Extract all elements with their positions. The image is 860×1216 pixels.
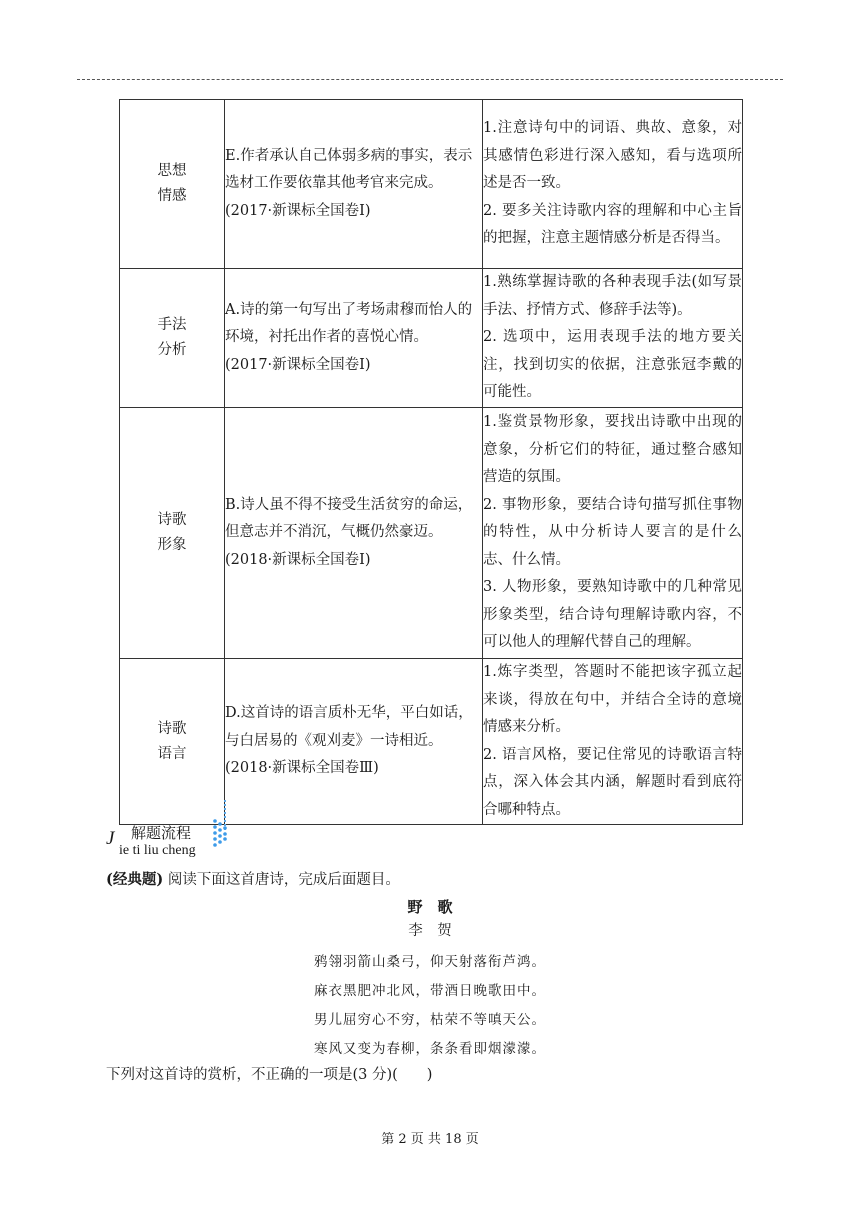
poem-title: 野 歌 — [407, 898, 453, 916]
tips-cell: 1.炼字类型，答题时不能把该字孤立起来谈，得放在句中，并结合全诗的意境情感来分析。 2. 语言风格，要记住常见的诗歌语言特点，深入体会其内涵，解题时看到底符合哪种特点。 — [483, 659, 743, 825]
category-cell: 思想 情感 — [120, 100, 225, 269]
header-rule — [77, 79, 783, 80]
poem-line: 鸦翎羽箭山桑弓，仰天射落衔芦鸿。 — [314, 954, 546, 970]
section-initial: J — [106, 828, 115, 849]
example-cell: E.作者承认自己体弱多病的事实，表示选材工作要依靠其他考官来完成。 (2017·新课标全国卷Ⅰ) — [225, 100, 483, 269]
poem-body — [0, 948, 860, 1064]
question-intro — [106, 868, 400, 889]
example-cell: D.这首诗的语言质朴无华，平白如话，与白居易的《观刈麦》一诗相近。 (2018·新课标全国卷Ⅲ) — [225, 659, 483, 825]
table-row — [120, 408, 743, 659]
category-cell: 手法 分析 — [120, 269, 225, 408]
tips-cell: 1.熟练掌握诗歌的各种表现手法(如写景手法、抒情方式、修辞手法等)。 2. 选项中，运用表现手法的地方要关注，找到切实的依据，注意张冠李戴的可能性。 — [483, 269, 743, 408]
category-cell: 诗歌 形象 — [120, 408, 225, 659]
poem-line: 寒风又变为春柳，条条看即烟濛濛。 — [314, 1041, 546, 1057]
question-stem: 下列对这首诗的赏析，不正确的一项是(3 分)( ) — [106, 1067, 433, 1083]
classic-tag: (经典题) — [106, 871, 164, 888]
section-pinyin: ie ti liu cheng — [119, 843, 196, 858]
tips-cell: 1.注意诗句中的词语、典故、意象，对其感情色彩进行深入感知，看与选项所述是否一致。 2. 要多关注诗歌内容的理解和中心主旨的把握，注意主题情感分析是否得当。 — [483, 100, 743, 269]
intro-text: 阅读下面这首唐诗，完成后面题目。 — [167, 872, 400, 888]
table-row — [120, 100, 743, 269]
poem-line: 男儿屈穷心不穷，枯荣不等嗔天公。 — [314, 1012, 546, 1028]
poem-line: 麻衣黑肥冲北风，带酒日晚歌田中。 — [314, 983, 546, 999]
category-cell: 诗歌 语言 — [120, 659, 225, 825]
section-title: 解题流程 — [131, 824, 192, 842]
page-footer: 第 2 页 共 18 页 — [381, 1132, 479, 1147]
arrow-dots-icon — [212, 818, 230, 848]
table-row — [120, 269, 743, 408]
analysis-table — [119, 99, 743, 825]
poem-author: 李 贺 — [408, 923, 452, 939]
table-row — [120, 659, 743, 825]
tips-cell: 1.鉴赏景物形象，要找出诗歌中出现的意象，分析它们的特征，通过整合感知营造的氛围。 2. 事物形象，要结合诗句描写抓住事物的特性，从中分析诗人要言的是什么志、什么情。 3. 人物形象，要熟知诗歌中的几种常见形象类型，结合诗句理解诗歌内容，不可以他人的理解代替自己的理解。 — [483, 408, 743, 659]
example-cell: A.诗的第一句写出了考场肃穆而怡人的环境，衬托出作者的喜悦心情。 (2017·新课标全国卷Ⅰ) — [225, 269, 483, 408]
example-cell: B.诗人虽不得不接受生活贫穷的命运，但意志并不消沉，气概仍然豪迈。 (2018·新课标全国卷Ⅰ) — [225, 408, 483, 659]
